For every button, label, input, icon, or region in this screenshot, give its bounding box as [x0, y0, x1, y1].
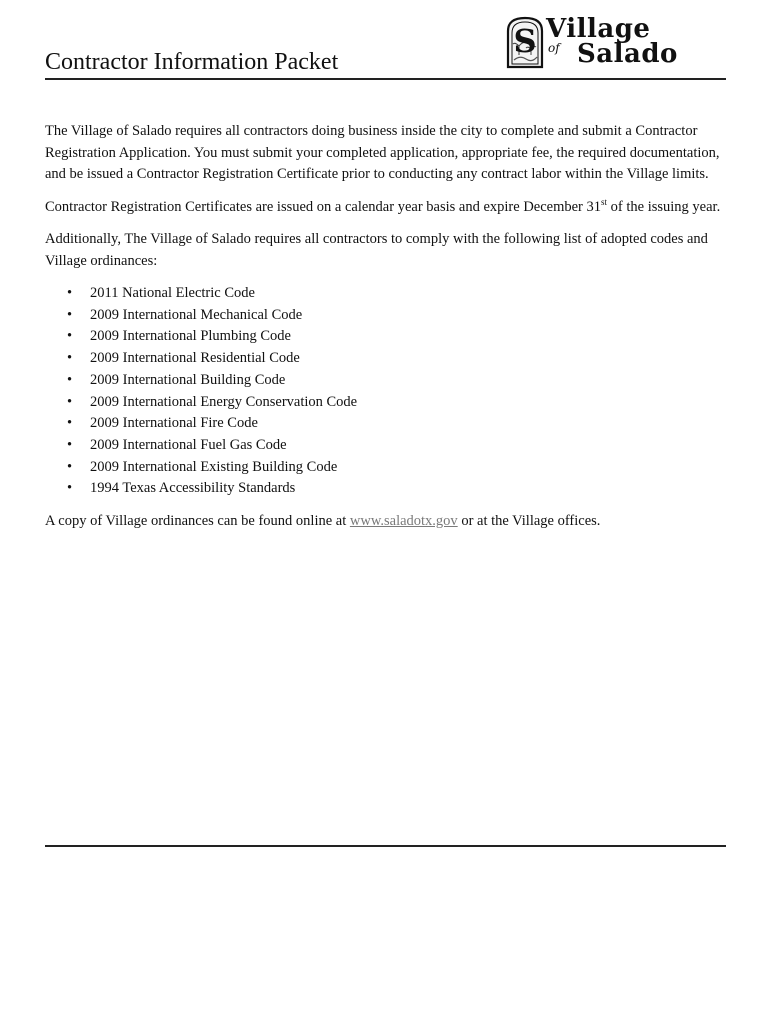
code-label: 2009 International Fire Code: [90, 415, 258, 432]
bullet-icon: •: [67, 436, 73, 453]
logo-salado-text: Salado: [577, 39, 678, 69]
bullet-icon: •: [67, 393, 73, 410]
list-item: [45, 326, 725, 348]
bullet-icon: •: [67, 328, 73, 345]
code-label: 2009 International Plumbing Code: [90, 328, 291, 345]
list-item: [45, 392, 725, 414]
expiration-text-end: of the issuing year.: [607, 198, 721, 215]
logo-of-text: of: [548, 41, 560, 55]
svg-text:S: S: [513, 22, 537, 60]
closing-paragraph: [45, 511, 725, 533]
code-label: 2009 International Energy Conservation Code: [90, 393, 358, 410]
code-label: 2009 International Building Code: [90, 371, 286, 388]
bullet-icon: •: [67, 306, 73, 323]
village-of-salado-logo: [505, 14, 700, 70]
logo-village-text: Village: [546, 14, 651, 44]
header-divider: [45, 78, 726, 80]
bullet-icon: •: [67, 350, 73, 367]
list-item: [45, 457, 725, 479]
salado-monogram-icon: [505, 15, 545, 69]
closing-text: A copy of Village ordinances can be found online at: [45, 513, 350, 530]
ordinal-suffix: st: [601, 196, 608, 207]
expiration-paragraph: [45, 197, 725, 219]
code-label: 2009 International Fuel Gas Code: [90, 436, 287, 453]
bullet-icon: •: [67, 371, 73, 388]
list-item: [45, 348, 725, 370]
footer-divider: [45, 845, 726, 847]
closing-text-end: or at the Village offices.: [457, 513, 601, 530]
code-label: 2009 International Existing Building Code: [90, 458, 338, 475]
code-label: 2009 International Residential Code: [90, 350, 300, 367]
list-item: [45, 370, 725, 392]
codes-intro-paragraph: Additionally, The Village of Salado requires all contractors to comply with the following list of adopted codes and Village ordinances:: [45, 231, 708, 269]
code-label: 2009 International Mechanical Code: [90, 306, 303, 323]
bullet-icon: •: [67, 480, 73, 497]
list-item: [45, 413, 725, 435]
village-website-link[interactable]: www.saladotx.gov: [349, 513, 458, 530]
list-item: [45, 283, 725, 305]
bullet-icon: •: [67, 415, 73, 432]
list-item: [45, 435, 725, 457]
page-title: Contractor Information Packet: [45, 49, 339, 75]
bullet-icon: •: [67, 285, 73, 301]
list-item: [45, 478, 725, 500]
bullet-icon: •: [67, 458, 73, 475]
code-label: 1994 Texas Accessibility Standards: [90, 480, 296, 497]
intro-paragraph: The Village of Salado requires all contractors doing business inside the city to complete and submit a Contractor Registration Application. You must submit your completed application, appropriate fee, the required documentation, and be issued a Contractor Registration Certificate prior to conducting any contract labor within the Village limits.: [45, 123, 720, 182]
code-label: 2011 National Electric Code: [90, 285, 255, 301]
document-body: [45, 121, 725, 544]
expiration-text: Contractor Registration Certificates are issued on a calendar year basis and expire December 31: [45, 198, 602, 215]
adopted-codes-list: [45, 283, 725, 500]
list-item: [45, 305, 725, 327]
